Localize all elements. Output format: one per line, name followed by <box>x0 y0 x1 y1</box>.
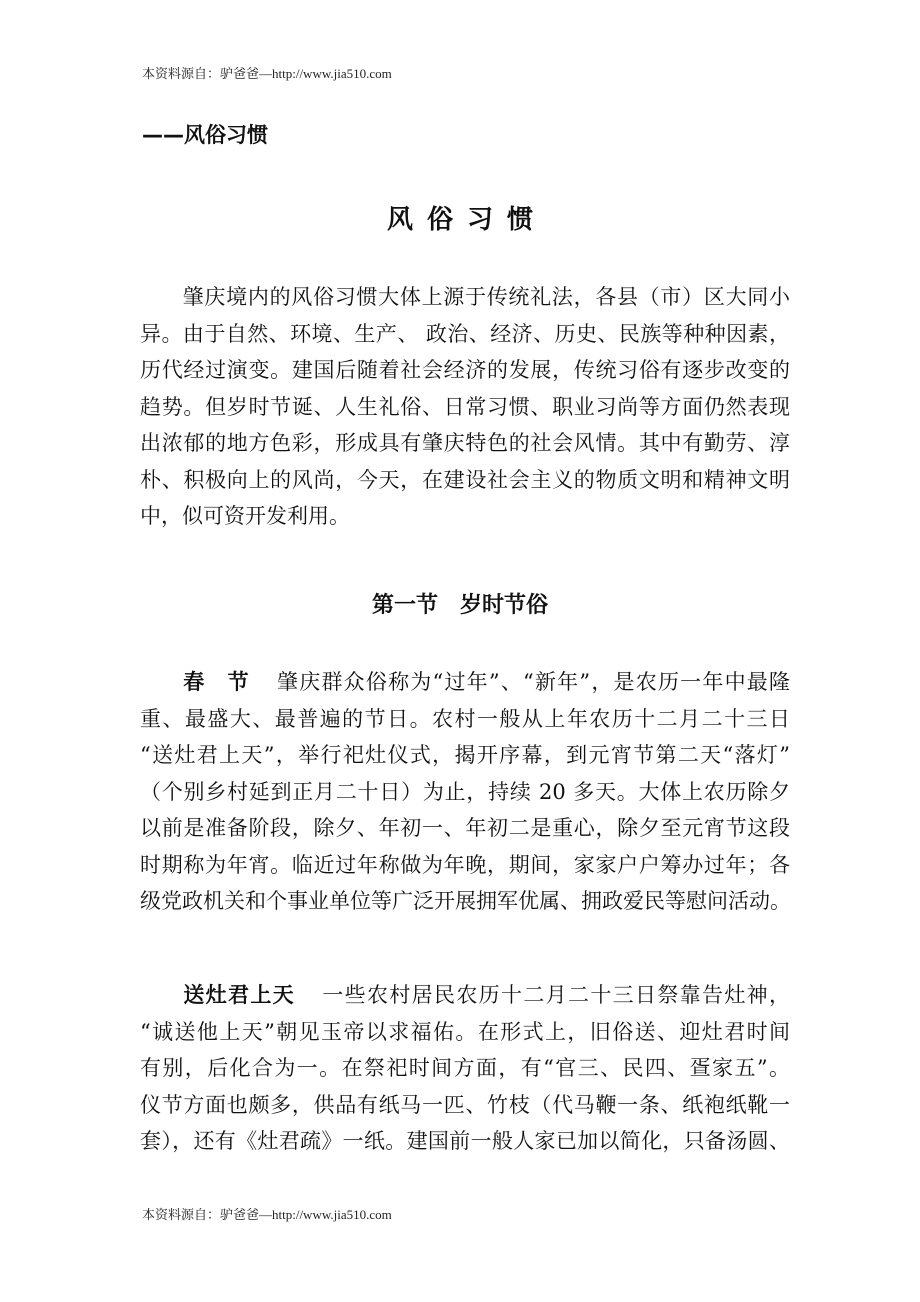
kitchen-god-paragraph <box>140 977 790 1160</box>
spring-festival-line: 时期称为年宵。临近过年称做为年晚，期间，家家户户筹办过年；各 <box>140 852 790 877</box>
section-heading: 第一节 岁时节俗 <box>371 593 548 618</box>
intro-line: 肇庆境内的风俗习惯大体上源于传统礼法，各县（市）区大同小 <box>182 285 790 309</box>
intro-line: 出浓郁的地方色彩，形成具有肇庆特色的社会风情。其中有勤劳、淳 <box>140 431 790 455</box>
intro-paragraph <box>140 279 790 535</box>
spring-festival-term: 春 节 <box>182 670 250 694</box>
spring-festival-line: 春 节 肇庆群众俗称为“过年”、“新年”，是农历一年中最隆 <box>182 670 790 694</box>
intro-line: 趋势。但岁时节诞、人生礼俗、日常习惯、职业习尚等方面仍然表现 <box>140 394 790 419</box>
spring-festival-line: 级党政机关和个事业单位等广泛开展拥军优属、拥政爱民等慰问活动。 <box>140 889 791 913</box>
intro-line: 异。由于自然、环境、生产、 政治、经济、历史、民族等种种因素， <box>140 321 790 346</box>
intro-line: 历代经过演变。建国后随着社会经济的发展，传统习俗有逐步改变的 <box>140 358 790 382</box>
intro-line: 中，似可资开发利用。 <box>140 504 350 528</box>
kitchen-god-line: 仪节方面也颇多，供品有纸马一匹、竹枝（代马鞭一条、纸袍纸靴一 <box>140 1092 790 1117</box>
spring-festival-line: 以前是准备阶段，除夕、年初一、年初二是重心，除夕至元宵节这段 <box>140 816 790 840</box>
kitchen-god-line: 有别，后化合为一。在祭祀时间方面，有“官三、民四、疍家五”。 <box>140 1056 790 1080</box>
kitchen-god-term: 送灶君上天 <box>182 983 295 1007</box>
header-source-note: 本资料源自：驴爸爸—http://www.jia510.com <box>142 66 392 81</box>
chapter-subtitle: ——风俗习惯 <box>142 123 268 147</box>
spring-festival-line: 重、最盛大、最普遍的节日。农村一般从上年农历十二月二十三日 <box>140 706 790 731</box>
kitchen-god-line: 套），还有《灶君疏》一纸。建国前一般人家已加以简化，只备汤圆、 <box>140 1129 790 1153</box>
spring-festival-line: “送灶君上天”，举行祀灶仪式，揭开序幕，到元宵节第二天“落灯” <box>140 743 790 767</box>
page-title: 风俗习惯 <box>386 205 547 235</box>
spring-festival-line: （个别乡村延到正月二十日）为止，持续 20 多天。大体上农历除夕 <box>140 779 790 804</box>
spring-festival-paragraph <box>140 664 790 920</box>
kitchen-god-line: “诚送他上天”朝见玉帝以求福佑。在形式上，旧俗送、迎灶君时间 <box>140 1019 790 1044</box>
kitchen-god-line: 送灶君上天 一些农村居民农历十二月二十三日祭靠告灶神， <box>182 983 790 1007</box>
footer-source-note: 本资料源自：驴爸爸—http://www.jia510.com <box>142 1207 392 1222</box>
intro-line: 朴、积极向上的风尚，今天，在建设社会主义的物质文明和精神文明 <box>140 467 790 492</box>
